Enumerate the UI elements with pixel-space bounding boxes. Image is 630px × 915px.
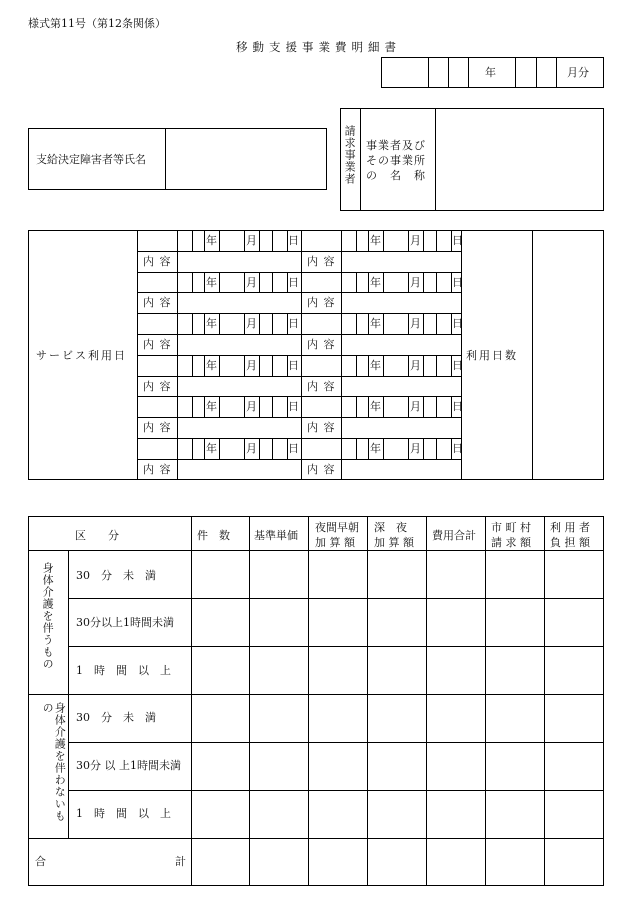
date-year-label: 年 [206,234,217,247]
date-year-label: 年 [206,400,217,414]
date-year-label: 年 [206,317,217,331]
total-label-left: 合 [35,855,46,868]
date-month-label: 月 [246,317,257,331]
year-label: 年 [485,66,496,79]
date-month-label: 月 [246,275,257,289]
content-label: 内 容 [143,421,172,435]
row-label: 30分以上1時間未満 [76,616,174,629]
date-year-label: 年 [206,275,217,289]
content-label: 内 容 [143,379,172,393]
date-month-label: 月 [410,400,421,414]
content-label: 内 容 [307,462,336,476]
row-label: 1 時 間 以 上 [76,807,171,820]
group-without-care-label: 身体介護を伴わないもの [41,702,67,822]
content-label: 内 容 [143,338,172,351]
date-month-label: 月 [246,358,257,372]
header-municipal-2: 請 求 額 [491,536,531,549]
page-title: 移動支援事業費明細書 [236,40,401,54]
date-day-label: 日 [452,275,463,289]
form-number: 様式第11号（第12条関係） [28,17,166,30]
content-label: 内 容 [307,421,336,435]
date-day-label: 日 [452,317,463,331]
date-day-label: 日 [288,442,299,455]
header-night-early-2: 加 算 額 [315,536,355,549]
date-month-label: 月 [410,358,421,372]
service-days-label: サービス利用日 [36,349,127,362]
date-month-label: 月 [410,442,421,455]
date-day-label: 日 [288,358,299,372]
total-label-right: 計 [175,855,186,868]
date-day-label: 日 [452,400,463,414]
date-year-label: 年 [206,442,217,455]
group-with-care-label: 身体介護を伴うもの [41,562,55,670]
provider-name-label-3: の 名 称 [366,169,426,182]
date-year-label: 年 [206,358,217,372]
header-count: 件 数 [197,529,230,542]
date-year-label: 年 [370,234,381,247]
provider-side-label: 請求事業者 [343,125,357,185]
content-label: 内 容 [143,462,172,476]
date-year-label: 年 [370,442,381,455]
header-late-night-2: 加 算 額 [374,536,414,549]
date-day-label: 日 [452,234,463,247]
content-label: 内 容 [307,296,336,310]
days-used-label: 利用日数 [466,349,518,362]
date-year-label: 年 [370,400,381,414]
header-night-early-1: 夜間早朝 [315,521,359,534]
recipient-label: 支給決定障害者等氏名 [36,153,146,166]
date-month-label: 月 [246,442,257,455]
date-day-label: 日 [452,442,463,455]
date-month-label: 月 [410,275,421,289]
header-total-cost: 費用合計 [432,529,476,542]
header-category: 区 分 [75,529,119,542]
header-user-2: 負 担 額 [550,536,590,549]
content-label: 内 容 [307,254,336,268]
content-label: 内 容 [143,254,172,268]
row-label: 30 分 未 満 [76,569,156,582]
header-late-night-1: 深 夜 [374,521,407,534]
date-month-label: 月 [246,400,257,414]
row-label: 1 時 間 以 上 [76,664,171,677]
content-label: 内 容 [307,379,336,393]
date-month-label: 月 [410,317,421,331]
row-label: 30 分 未 満 [76,711,156,724]
month-label: 月分 [567,66,589,79]
date-day-label: 日 [452,358,463,372]
row-label: 30分 以 上1時間未満 [76,759,181,772]
header-unit-price: 基準単価 [254,529,298,542]
date-day-label: 日 [288,234,299,247]
date-month-label: 月 [246,234,257,247]
provider-name-label-1: 事業者及び [366,139,426,152]
date-day-label: 日 [288,275,299,289]
header-user-1: 利 用 者 [550,521,590,534]
header-municipal-1: 市 町 村 [491,521,531,534]
date-month-label: 月 [410,234,421,247]
content-label: 内 容 [143,296,172,310]
content-label: 内 容 [307,338,336,351]
date-day-label: 日 [288,317,299,331]
date-year-label: 年 [370,317,381,331]
date-year-label: 年 [370,358,381,372]
provider-name-label-2: その事業所 [366,154,426,167]
date-day-label: 日 [288,400,299,414]
date-year-label: 年 [370,275,381,289]
